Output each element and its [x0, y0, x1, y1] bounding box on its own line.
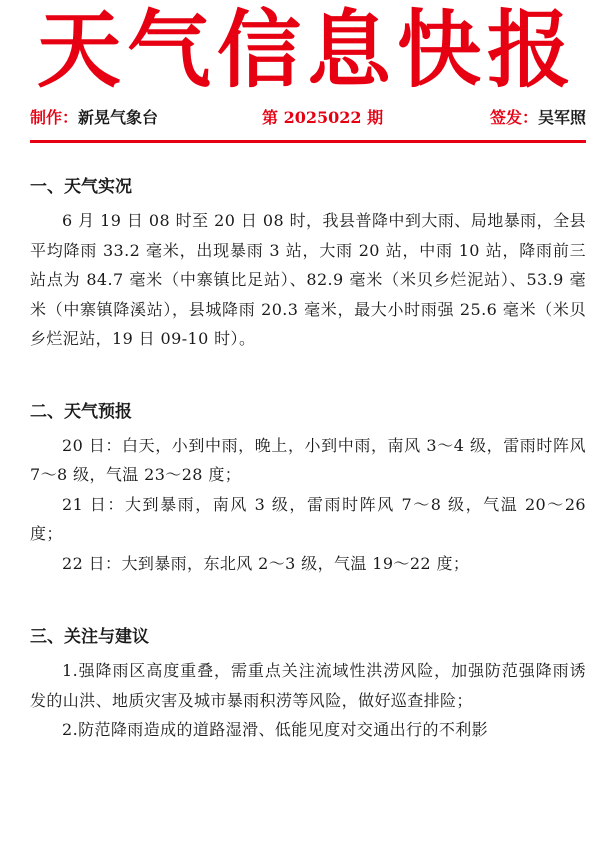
paragraph: 6 月 19 日 08 时至 20 日 08 时，我县普降中到大雨、局地暴雨，全县平均降雨 33.2 毫米，出现暴雨 3 站，大雨 20 站，中雨 10 站，降雨前三站点为 84.7 毫米（中寨镇比足站）、82.9 毫米（米贝乡烂泥站）、53.9 毫米（中寨镇降溪站），县城降雨 20.3 毫米，最大小时雨强 25.6 毫米（米贝乡烂泥站，19 日 09-10 时）。 — [30, 211, 586, 348]
masthead-title: 天气信息快报 — [36, 1, 577, 99]
masthead — [0, 0, 614, 100]
producer-value: 新晃气象台 — [78, 108, 159, 127]
paragraph: 22 日：大到暴雨，东北风 2～3 级，气温 19～22 度； — [62, 553, 470, 573]
issue-number — [262, 106, 383, 130]
paragraph: 1.强降雨区高度重叠，需重点关注流域性洪涝风险，加强防范强降雨诱发的山洪、地质灾害及城市暴雨积涝等风险，做好巡查排险； — [30, 661, 586, 710]
header-divider — [30, 140, 586, 143]
paragraph: 21 日：大到暴雨，南风 3 级，雷雨时阵风 7～8 级，气温 20～26 度； — [30, 494, 586, 543]
section-heading: 二、天气预报 — [30, 401, 132, 422]
section-heading: 三、关注与建议 — [30, 627, 149, 647]
paragraph: 2.防范降雨造成的道路湿滑、低能见度对交通出行的不利影 — [62, 720, 489, 739]
producer-info — [30, 106, 158, 130]
section-weather-observation — [30, 172, 586, 354]
issue-label: 第 2025022 期 — [262, 108, 384, 127]
paragraph: 20 日：白天，小到中雨，晚上，小到中雨，南风 3～4 级，雷雨时阵风 7～8 级，气温 23～28 度； — [30, 435, 586, 484]
signer-label: 签发： — [489, 108, 538, 127]
section-heading: 一、天气实况 — [30, 177, 132, 197]
section-attention-advice — [30, 622, 586, 745]
report-body — [30, 172, 586, 745]
issue-info-row — [30, 106, 586, 130]
signer-value: 吴军照 — [537, 108, 586, 127]
signer-info — [490, 106, 586, 130]
producer-label: 制作： — [30, 108, 79, 127]
section-weather-forecast — [30, 397, 586, 579]
